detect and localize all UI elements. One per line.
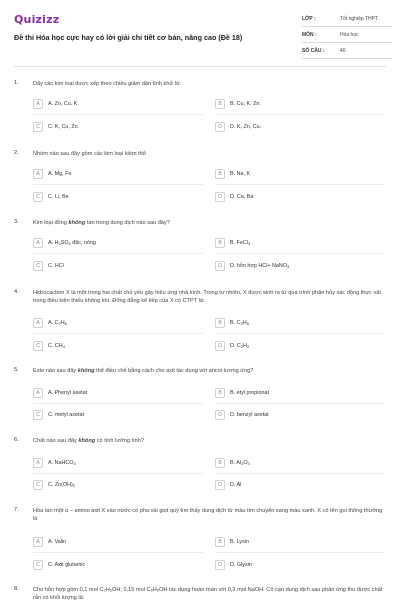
question-text-part: Este nào sau đây — [33, 368, 78, 374]
header-divider — [14, 66, 386, 67]
option-letter-box: C — [33, 122, 43, 132]
option-letter-box: B — [215, 318, 225, 328]
option-b[interactable] — [215, 168, 250, 180]
option-text: C. metyl axetat — [48, 412, 84, 418]
option-letter-box: C — [33, 192, 43, 202]
option-divider — [215, 403, 385, 404]
option-a[interactable] — [33, 457, 76, 469]
question-number: 5. — [14, 367, 19, 373]
option-divider — [33, 473, 203, 474]
meta-label: LỚP : — [302, 15, 316, 22]
worksheet-title: Đề thi Hóa học cực hay có lời giải chi tiết cơ bản, nâng cao (Đề 18) — [14, 33, 243, 42]
option-text: C. $CH_4$ — [48, 342, 65, 350]
meta-value: 40 — [340, 47, 346, 54]
meta-row-subject — [302, 27, 392, 43]
question-text-part: Kim loại đồng — [33, 220, 69, 226]
option-letter-box: B — [215, 388, 225, 398]
question-emphasis: không — [78, 438, 96, 444]
meta-label: SỐ CÂU : — [302, 47, 325, 54]
meta-row-count — [302, 43, 392, 59]
question-text: Hòa tan một α – amino axit X vào nước có pha vài giọt quỳ tím thấy dung dịch từ màu tím chuyển sang màu xanh. X có tên gọi thông thường là — [33, 508, 383, 522]
option-d[interactable] — [215, 340, 249, 352]
option-letter-box: D — [215, 122, 225, 132]
option-letter-box: D — [215, 560, 225, 570]
option-b[interactable] — [215, 387, 269, 399]
question-text — [33, 219, 383, 227]
option-c[interactable] — [33, 409, 84, 421]
option-c[interactable] — [33, 559, 85, 571]
option-letter-box: A — [33, 99, 43, 109]
option-text: A. NaHCO$_3$ — [48, 459, 76, 467]
question-5 — [0, 367, 400, 427]
question-number: 4. — [14, 289, 19, 295]
option-a[interactable] — [33, 387, 87, 399]
question-number: 2. — [14, 150, 19, 156]
option-letter-box: B — [215, 99, 225, 109]
option-c[interactable] — [33, 260, 64, 272]
option-a[interactable] — [33, 536, 66, 548]
worksheet-header — [0, 0, 400, 62]
option-letter-box: A — [33, 318, 43, 328]
question-emphasis: không — [77, 368, 95, 374]
question-text: Nhóm nào sau đây gồm các kim loại kiềm thổ — [33, 151, 146, 157]
option-letter-box: A — [33, 458, 43, 468]
option-text: B. $Al_2O_3$ — [230, 459, 250, 467]
option-divider — [33, 552, 203, 553]
option-letter-box: D — [215, 261, 225, 271]
option-text: C. Axit glutamic — [48, 562, 86, 568]
option-letter-box: C — [33, 341, 43, 351]
option-a[interactable] — [33, 237, 96, 249]
meta-label: MÔN : — [302, 31, 317, 38]
option-b[interactable] — [215, 317, 249, 329]
option-divider — [215, 473, 385, 474]
option-text: C. $Zn(OH)_2$ — [48, 481, 76, 489]
option-letter-box: A — [33, 169, 43, 179]
option-letter-box: C — [33, 261, 43, 271]
option-text: D. Al — [230, 482, 242, 488]
option-text: A. Valin — [48, 539, 67, 545]
option-letter-box: B — [215, 458, 225, 468]
option-text: B. FeCl$_3$ — [230, 239, 251, 247]
option-d[interactable] — [215, 191, 253, 203]
question-text-part: Chất nào sau đây — [33, 438, 79, 444]
question-text — [33, 367, 383, 375]
option-text: A. Phenyl axetat — [48, 390, 88, 396]
option-text: B. etyl propionat — [230, 390, 269, 396]
meta-value: Hóa học — [340, 31, 359, 38]
question-2 — [0, 150, 400, 210]
option-divider — [215, 253, 385, 254]
option-b[interactable] — [215, 98, 261, 110]
option-text: C. HCl — [48, 263, 64, 269]
option-divider — [215, 552, 385, 553]
option-letter-box: D — [215, 410, 225, 420]
option-b[interactable] — [215, 237, 250, 249]
option-letter-box: C — [33, 560, 43, 570]
question-number: 7. — [14, 507, 19, 513]
option-letter-box: D — [215, 480, 225, 490]
option-letter-box: D — [215, 341, 225, 351]
option-text: B. $C_3H_8$ — [230, 319, 249, 327]
option-letter-box: D — [215, 192, 225, 202]
option-letter-box: B — [215, 537, 225, 547]
question-text: Dãy các kim loại được xếp theo chiều giảm dần tính khử là: — [33, 81, 181, 87]
option-letter-box: B — [215, 238, 225, 248]
option-a[interactable] — [33, 317, 67, 329]
question-text-part: tan trong dung dịch nào sau đây? — [85, 220, 170, 226]
question-text — [33, 437, 383, 445]
option-letter-box: B — [215, 169, 225, 179]
worksheet-meta — [302, 11, 392, 59]
option-d[interactable] — [215, 260, 289, 272]
question-number: 1. — [14, 80, 19, 86]
question-8 — [0, 586, 400, 600]
question-number: 8. — [14, 586, 19, 592]
question-emphasis: không — [68, 220, 86, 226]
option-a[interactable] — [33, 168, 71, 180]
option-divider — [33, 253, 203, 254]
option-letter-box: C — [33, 410, 43, 420]
option-text: A. Zn, Cu, K. — [48, 101, 79, 107]
option-divider — [33, 184, 203, 185]
option-c[interactable] — [33, 191, 69, 203]
option-d[interactable] — [215, 559, 252, 571]
option-text: D. benzyl axetat — [230, 412, 269, 418]
option-c[interactable] — [33, 340, 65, 352]
option-letter-box: A — [33, 537, 43, 547]
option-text: B. Lysin — [230, 539, 249, 545]
option-text: D. K, Zn, Cu. — [230, 124, 262, 130]
option-d[interactable] — [215, 409, 269, 421]
question-6 — [0, 437, 400, 497]
option-text: C. K, Cu, Zn. — [48, 124, 80, 130]
option-divider — [215, 333, 385, 334]
meta-row-class — [302, 11, 392, 27]
question-number: 3. — [14, 219, 19, 225]
option-text: D. Glyxin — [230, 562, 252, 568]
option-text: B. Na, K — [230, 171, 251, 177]
option-letter-box: C — [33, 480, 43, 490]
question-text-part: thể điều chế bằng cách cho axit tác dụng với ancol tương ứng? — [94, 368, 254, 374]
option-text: D. $C_2H_2$ — [230, 342, 250, 350]
quizizz-logo: Quizizz — [14, 13, 60, 26]
option-divider — [33, 333, 203, 334]
option-text: D. Ca, Ba — [230, 194, 254, 200]
question-3 — [0, 219, 400, 279]
option-text: C. Li, Be — [48, 194, 69, 200]
question-number: 6. — [14, 437, 19, 443]
option-d[interactable] — [215, 121, 261, 133]
option-b[interactable] — [215, 457, 250, 469]
option-text: B. Cu, K, Zn. — [230, 101, 261, 107]
option-divider — [33, 403, 203, 404]
question-1 — [0, 80, 400, 140]
option-c[interactable] — [33, 121, 79, 133]
option-divider — [215, 184, 385, 185]
question-text-part: có tính lưỡng tính? — [95, 438, 144, 444]
option-divider — [33, 114, 203, 115]
option-d[interactable] — [215, 479, 241, 491]
question-text: Cho hỗn hợp gồm 0,1 mol C₂H₅OH; 0,15 mol C₆H₅OH tác dụng hoàn toàn với 0,3 mol NaOH. Cô cạn dung dịch sau phản ứng thu được chất rắn có khối lượng là: — [33, 587, 383, 600]
option-c[interactable] — [33, 479, 75, 491]
option-letter-box: A — [33, 388, 43, 398]
option-divider — [215, 114, 385, 115]
option-text: D. hỗn hợp HCl+ NaNO$_3$ — [230, 262, 290, 270]
question-7 — [0, 507, 400, 573]
option-a[interactable] — [33, 98, 79, 110]
option-text: A. $H_2SO_4$ đặc, nóng — [48, 239, 96, 247]
option-text: A. $C_2H_6$ — [48, 319, 67, 327]
meta-value: Tốt nghiệp THPT — [340, 15, 378, 22]
question-text: Hidrocacbon X là một trong hai chất chủ yếu gây hiệu ứng nhà kính. Trong tự nhiên, X được sinh ra từ quá trình phân hủy xác động thực vật trong điều kiện thiếu không khí. Đồng đẳng kế tiếp của X có CTPT là: — [33, 290, 381, 304]
option-letter-box: A — [33, 238, 43, 248]
option-text: A. Mg, Fe — [48, 171, 72, 177]
question-4 — [0, 289, 400, 361]
option-b[interactable] — [215, 536, 249, 548]
